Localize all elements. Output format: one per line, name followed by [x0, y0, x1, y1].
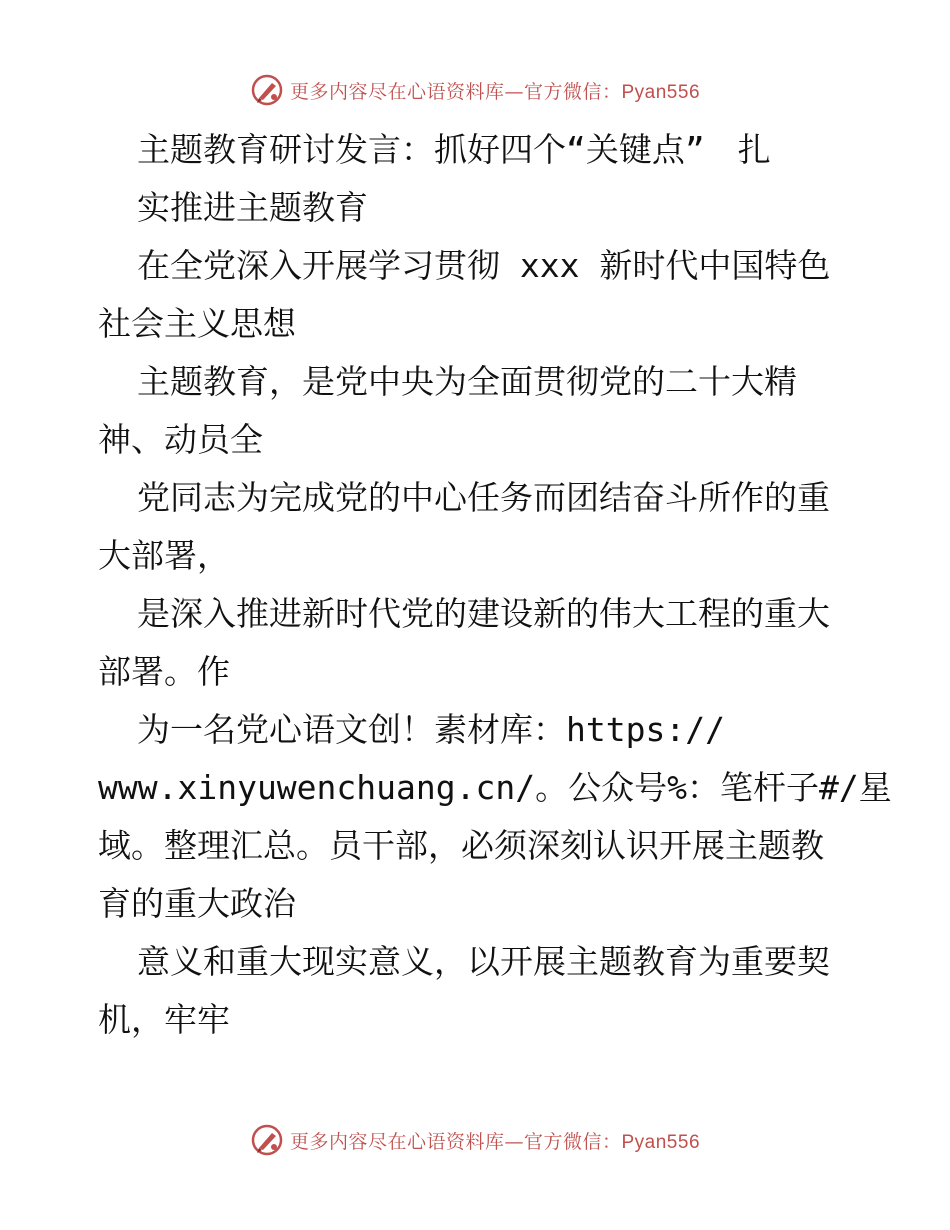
- document-line: 意义和重大现实意义，以开展主题教育为重要契: [137, 942, 830, 981]
- document-line: 主题教育，是党中央为全面贯彻党的二十大精: [137, 362, 797, 401]
- pen-circle-icon: [250, 73, 284, 107]
- document-line: 域。整理汇总。员干部，必须深刻认识开展主题教: [98, 826, 824, 865]
- document-line: 社会主义思想: [98, 304, 296, 343]
- document-line: 主题教育研讨发言：抓好四个“关键点” 扎: [137, 130, 771, 169]
- document-line: 神、动员全: [98, 420, 263, 459]
- header-banner: [0, 70, 950, 110]
- document-line: 实推进主题教育: [137, 188, 368, 227]
- document-line: 党同志为完成党的中心任务而团结奋斗所作的重: [137, 478, 830, 517]
- document-line: www.xinyuwenchuang.cn/。公众号%：笔杆子#/星: [98, 768, 892, 807]
- document-line: 大部署，: [98, 536, 230, 575]
- footer-banner-text: 更多内容尽在心语资料库—官方微信：Pyan556: [289, 1130, 701, 1153]
- footer-banner: [0, 1120, 950, 1160]
- header-banner-text: 更多内容尽在心语资料库—官方微信：Pyan556: [289, 80, 701, 103]
- pen-circle-icon: [250, 1123, 284, 1157]
- document-line: 是深入推进新时代党的建设新的伟大工程的重大: [137, 594, 830, 633]
- document-line: 在全党深入开展学习贯彻 xxx 新时代中国特色: [137, 246, 831, 285]
- document-line: 机，牢牢: [98, 1000, 230, 1039]
- document-line: 育的重大政治: [98, 884, 296, 923]
- document-line: 为一名党心语文创！素材库：https://: [137, 710, 725, 749]
- document-line: 部署。作: [98, 652, 230, 691]
